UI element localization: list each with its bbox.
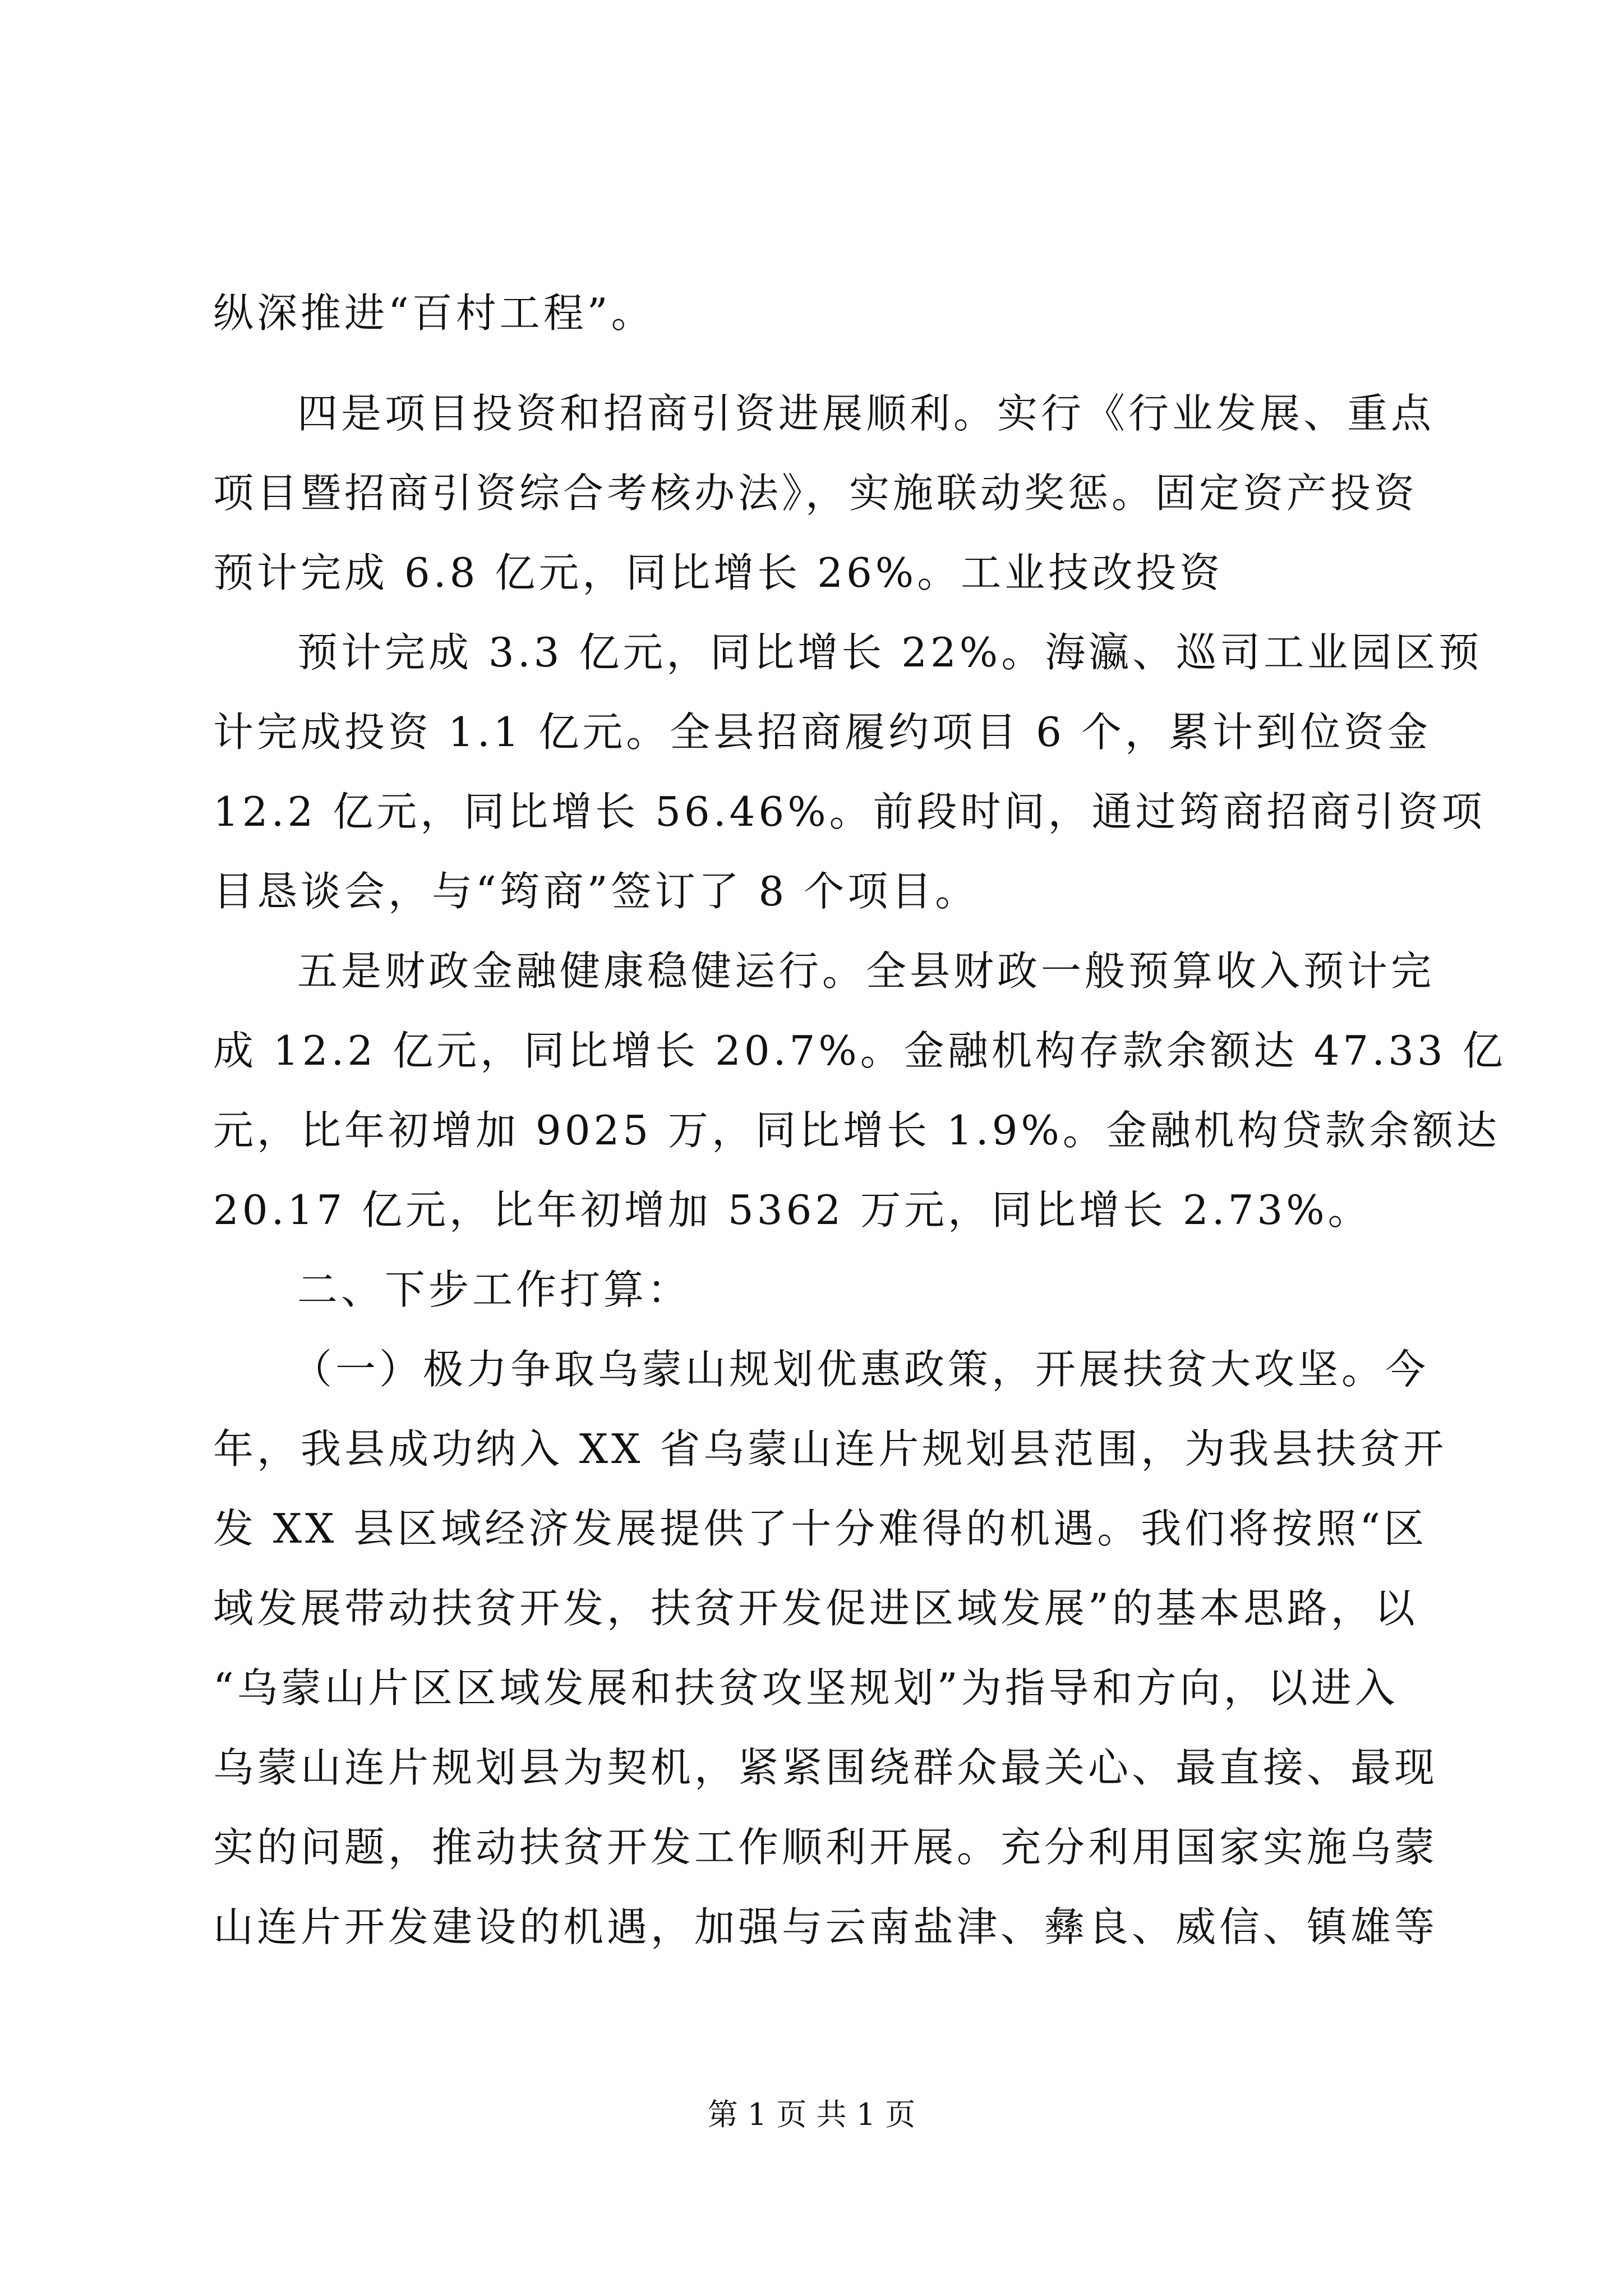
text-line: 元，比年初增加 9025 万，同比增长 1.9%。金融机构贷款余额达 — [213, 1107, 1500, 1154]
text-line: 纵深推进“百村工程”。 — [213, 289, 655, 337]
text-line: 计完成投资 1.1 亿元。全县招商履约项目 6 个，累计到位资金 — [213, 708, 1431, 756]
text-line: “乌蒙山片区区域发展和扶贫攻坚规划”为指导和方向，以进入 — [213, 1664, 1399, 1711]
text-line: 乌蒙山连片规划县为契机，紧紧围绕群众最关心、最直接、最现 — [213, 1744, 1438, 1791]
text-line: 年，我县成功纳入 XX 省乌蒙山连片规划县范围，为我县扶贫开 — [213, 1425, 1447, 1473]
text-line: 五是财政金融健康稳健运行。全县财政一般预算收入预计完 — [297, 947, 1435, 995]
text-line: 二、下步工作打算： — [297, 1266, 691, 1313]
text-line: 发 XX 县区域经济发展提供了十分难得的机遇。我们将按照“区 — [213, 1505, 1428, 1552]
text-line: 12.2 亿元，同比增长 56.46%。前段时间，通过筠商招商引资项 — [213, 788, 1486, 835]
text-line: （一）极力争取乌蒙山规划优惠政策，开展扶贫大攻坚。今 — [292, 1346, 1430, 1393]
text-line: 成 12.2 亿元，同比增长 20.7%。金融机构存款余额达 47.33 亿 — [213, 1027, 1506, 1074]
text-line: 项目暨招商引资综合考核办法》，实施联动奖惩。固定资产投资 — [213, 470, 1418, 517]
text-line: 预计完成 3.3 亿元，同比增长 22%。海瀛、巡司工业园区预 — [297, 629, 1483, 676]
page-number: 第 1 页 共 1 页 — [707, 2097, 916, 2132]
text-line: 实的问题，推动扶贫开发工作顺利开展。充分利用国家实施乌蒙 — [213, 1824, 1438, 1871]
text-line: 目恳谈会，与“筠商”签订了 8 个项目。 — [213, 868, 979, 915]
text-line: 四是项目投资和招商引资进展顺利。实行《行业发展、重点 — [297, 390, 1435, 437]
text-line: 预计完成 6.8 亿元，同比增长 26%。工业技改投资 — [213, 549, 1224, 596]
text-line: 20.17 亿元，比年初增加 5362 万元，同比增长 2.73%。 — [213, 1186, 1372, 1234]
text-line: 山连片开发建设的机遇，加强与云南盐津、彝良、威信、镇雄等 — [213, 1903, 1438, 1950]
text-line: 域发展带动扶贫开发，扶贫开发促进区域发展”的基本思路，以 — [213, 1585, 1418, 1632]
